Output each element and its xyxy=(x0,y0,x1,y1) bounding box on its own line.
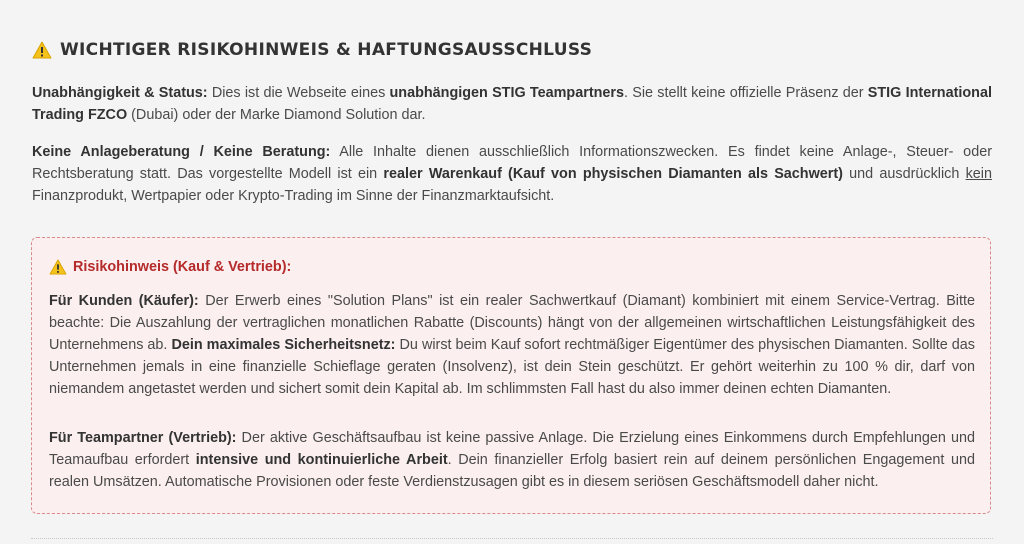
disclaimer-heading xyxy=(32,40,592,60)
heading-text: WICHTIGER RISIKOHINWEIS & HAFTUNGSAUSSCHLUSS xyxy=(60,40,593,60)
customers-label: Für Kunden (Käufer): xyxy=(49,293,199,309)
independence-paragraph xyxy=(32,82,992,126)
text-run: Alle Inhalte dienen ausschließlich Informationszwecken. Es findet keine Anlage-, Steuer- oder Rechtsberatung statt. Das vorgestellte Modell ist ein xyxy=(32,144,992,182)
risk-title-text: Risikohinweis (Kauf & Vertrieb): xyxy=(73,259,292,275)
section-divider xyxy=(31,538,993,539)
text-run: . Sie stellt keine offizielle Präsenz der xyxy=(624,85,868,101)
emphasis: Dein maximales Sicherheitsnetz: xyxy=(171,337,396,353)
risk-notice-box xyxy=(31,237,991,514)
independence-label: Unabhängigkeit & Status: xyxy=(32,85,208,101)
emphasis: intensive und kontinuierliche Arbeit xyxy=(195,452,448,468)
text-run: Dies ist die Webseite eines xyxy=(207,85,390,101)
emphasis: STIG International Trading FZCO xyxy=(32,85,992,123)
no-advice-label: Keine Anlageberatung / Keine Beratung: xyxy=(32,144,331,160)
text-run: Du wirst beim Kauf sofort rechtmäßiger Eigentümer des physischen Diamanten. Sollte das Unternehmen jemals in eine finanzielle Schieflage geraten (Insolvenz), ist dein Stein geschützt. Er gehört weiterhin zu 100 % dir, darf von niemandem angetastet werden und sichert somit dein Kapital ab. Im schlimmsten Fall hast du also immer deinen echten Diamanten. xyxy=(49,337,975,397)
customers-paragraph xyxy=(49,290,975,400)
partners-label: Für Teampartner (Vertrieb): xyxy=(49,430,237,446)
text-run: . Dein finanzieller Erfolg basiert rein auf deinem persönlichen Engagement und realen Umsätzen. Automatische Provisionen oder feste Verdienstzusagen gibt es in diesem seriösen Geschäftsmodell daher nicht. xyxy=(49,452,975,490)
emphasis: unabhängigen STIG Teampartners xyxy=(389,85,625,101)
emphasis: realer Warenkauf (Kauf von physischen Diamanten als Sachwert) xyxy=(383,166,843,182)
no-advice-paragraph xyxy=(32,141,992,207)
underlined-text: kein xyxy=(965,166,992,182)
risk-notice-title xyxy=(49,259,291,275)
text-run: (Dubai) oder der Marke Diamond Solution dar. xyxy=(127,107,426,123)
text-run: Der Erwerb eines "Solution Plans" ist ein realer Sachwertkauf (Diamant) kombiniert mit einem Service-Vertrag. Bitte beachte: Die Auszahlung der vertraglichen monatlichen Rabatte (Discounts) hängt von der allgemeinen wirtschaftlichen Leistungsfähigkeit des Unternehmens ab. xyxy=(49,293,975,353)
warning-icon xyxy=(32,41,52,59)
text-run: und ausdrücklich xyxy=(842,166,966,182)
text-run: Der aktive Geschäftsaufbau ist keine passive Anlage. Die Erzielung eines Einkommens durch Empfehlungen und Teamaufbau erfordert xyxy=(49,430,975,468)
warning-icon xyxy=(49,259,67,275)
partners-paragraph xyxy=(49,427,975,493)
text-run: Finanzprodukt, Wertpapier oder Krypto-Trading im Sinne der Finanzmarktaufsicht. xyxy=(32,188,555,204)
